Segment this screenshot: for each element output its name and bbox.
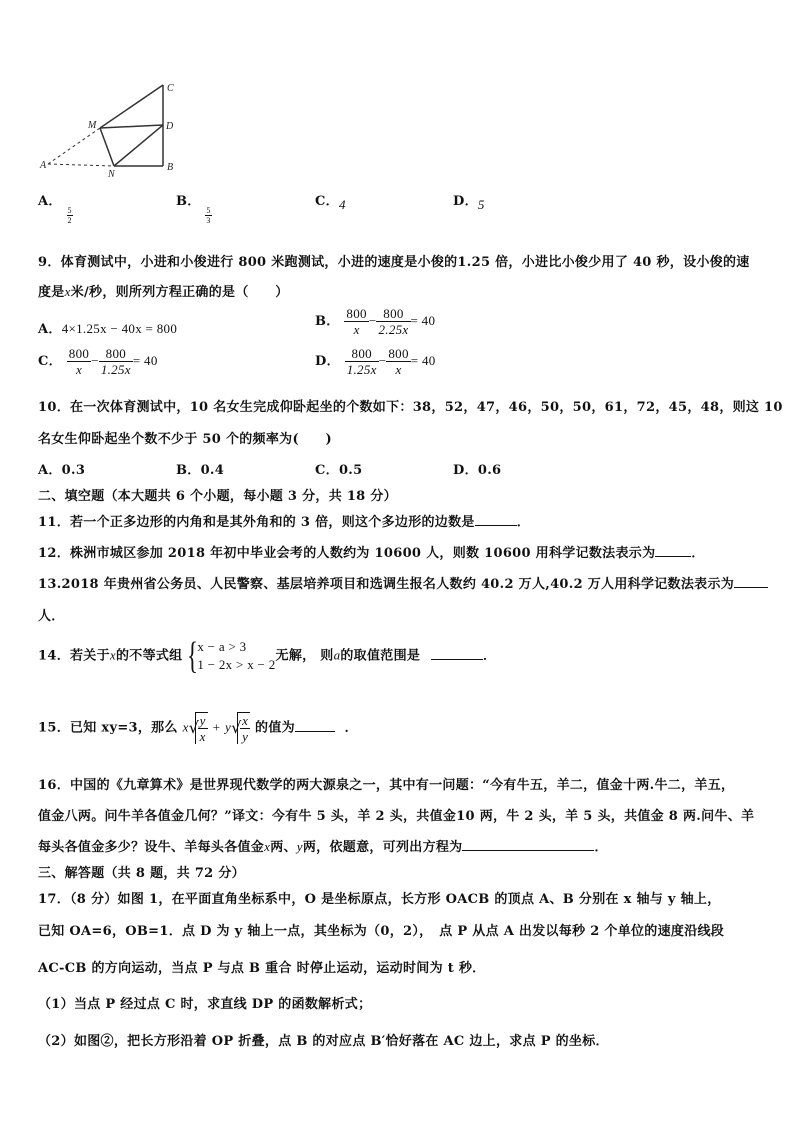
q14-var-x: x	[109, 647, 116, 663]
q16-var-x: x	[264, 839, 271, 854]
q8-option-a: A． $\frac{5}{2}$	[38, 194, 72, 225]
q16-var-y: y	[296, 839, 303, 854]
q16-answer-blank	[462, 850, 594, 851]
q10-option-d: D．0.6	[453, 463, 502, 478]
figure-label-c: C	[167, 83, 174, 94]
q8-c-value: 4	[338, 197, 346, 212]
q14-inequality-system: { x − a > 3 1 − 2x > x − 2	[187, 635, 276, 677]
q9-line1: 9．体育测试中，小进和小俊进行 800 米跑测试，小进的速度是小俊的1.25 倍，小进比小俊少用了 40 秒，设小俊的速	[38, 255, 750, 270]
q11: 11．若一个正多边形的内角和是其外角和的 3 倍，则这个多边形的边数是 ．	[38, 515, 531, 530]
q17-line2: 已知 OA=6，OB=1．点 D 为 y 轴上一点，其坐标为（0，2）， 点 P 从点 A 出发以每秒 2 个单位的速度沿线段	[38, 924, 725, 939]
q15-sqrt-1: √ $\frac{y}{x}$	[188, 713, 206, 744]
q12: 12．株洲市城区参加 2018 年初中毕业会考的人数约为 10600 人，则数 10600 用科学记数法表示为 ．	[38, 546, 705, 561]
q9-a-expression: 4×1.25x − 40x = 800	[61, 321, 178, 336]
q16-line2: 值金八两。问牛羊各值金几何？”译文：今有牛 5 头，羊 2 头，共值金10 两，牛 2 头，羊 5 头，共值金 8 两.问牛、羊	[38, 809, 755, 824]
figure-label-d: D	[166, 121, 174, 132]
q10-line2: 名女生仰卧起坐个数不少于 50 个的频率为( )	[38, 432, 332, 447]
q9-option-d: D． $\frac{800}{1.25x}$ − $\frac{800}{x}$ = 40	[315, 346, 436, 377]
q9-var-x: x	[64, 284, 71, 299]
q8-b-numerator: 5	[206, 206, 211, 215]
q14-var-a: a	[333, 647, 341, 663]
q8-d-value: 5	[477, 197, 485, 212]
q15-sqrt-2: √ $\frac{x}{y}$	[231, 713, 249, 744]
q15-answer-blank	[295, 731, 335, 732]
q17-line3: AC-CB 的方向运动，当点 P 与点 B 重合 时停止运动，运动时间为 t 秒．	[38, 961, 486, 976]
q12-answer-blank	[655, 556, 691, 557]
q8-b-denominator: 3	[206, 216, 211, 225]
q8-option-c: C．4	[315, 194, 346, 212]
q17-line1: 17．（8 分）如图 1，在平面直角坐标系中，O 是坐标原点，长方形 OACB 的顶点 A、B 分别在 x 轴与 y 轴上，	[38, 892, 721, 907]
q9-option-b: B． $\frac{800}{x}$ − $\frac{800}{2.25x}$ = 40	[315, 306, 436, 337]
q16-line1: 16．中国的《九章算术》是世界现代数学的两大源泉之一，其中有一问题：“今有牛五，羊二，值金十两.牛二，羊五，	[38, 778, 735, 793]
q14-answer-blank	[431, 659, 483, 660]
q10-option-b: B．0.4	[176, 463, 225, 478]
q8-option-d: D．5	[453, 194, 485, 212]
q14-inequality-2: 1 − 2x > x − 2	[197, 657, 276, 672]
q8-a-denominator: 2	[67, 216, 72, 225]
geometry-figure	[30, 80, 190, 180]
figure-label-a: A	[40, 160, 47, 171]
q8-option-b: B． $\frac{5}{3}$	[176, 194, 211, 225]
q13-line1: 13.2018 年贵州省公务员、人民警察、基层培养项目和选调生报名人数约 40.2 万人,40.2 万人用科学记数法表示为	[38, 573, 768, 592]
section-3-heading: 三、解答题（共 8 题，共 72 分）	[38, 866, 245, 881]
q17-part1: （1）当点 P 经过点 C 时，求直线 DP 的函数解析式；	[38, 997, 372, 1012]
q14-inequality-1: x − a > 3	[197, 639, 247, 654]
q9-option-a: A．4×1.25x − 40x = 800	[38, 321, 178, 337]
q11-answer-blank	[475, 525, 517, 526]
q8-a-numerator: 5	[67, 206, 72, 215]
q10-option-a: A．0.3	[38, 463, 86, 478]
q10-line1: 10．在一次体育测试中，10 名女生完成仰卧起坐的个数如下：38，52，47，46，50，50，61，72，45，48，则这 10	[38, 400, 783, 415]
figure-label-b: B	[167, 162, 174, 173]
q13-answer-blank	[734, 587, 768, 588]
q14: 14．若关于x的不等式组 { x − a > 3 1 − 2x > x − 2 无解， 则a的取值范围是 ．	[38, 635, 497, 677]
figure-label-m: M	[88, 120, 97, 131]
q9-option-c: C． $\frac{800}{x}$ − $\frac{800}{1.25x}$ = 40	[38, 346, 158, 377]
q9-line2: 度是x米/秒，则所列方程正确的是（ ）	[38, 284, 289, 300]
section-2-heading: 二、填空题（本大题共 6 个小题，每小题 3 分，共 18 分）	[38, 489, 397, 504]
q17-part2: （2）如图②，把长方形沿着 OP 折叠，点 B 的对应点 B′恰好落在 AC 边上，求点 P 的坐标．	[38, 1034, 609, 1049]
figure-label-n: N	[108, 169, 115, 180]
q10-option-c: C．0.5	[315, 463, 363, 478]
q16-line3: 每头各值金多少？设牛、羊每头各值金x两、y两，依题意，可列出方程为 ．	[38, 839, 608, 855]
q13-line2: 人．	[38, 609, 65, 624]
q15: 15．已知 xy=3，那么 x √ $\frac{y}{x}$ + y √ $\frac{x}{y}$ 的值为 ．	[38, 713, 358, 744]
